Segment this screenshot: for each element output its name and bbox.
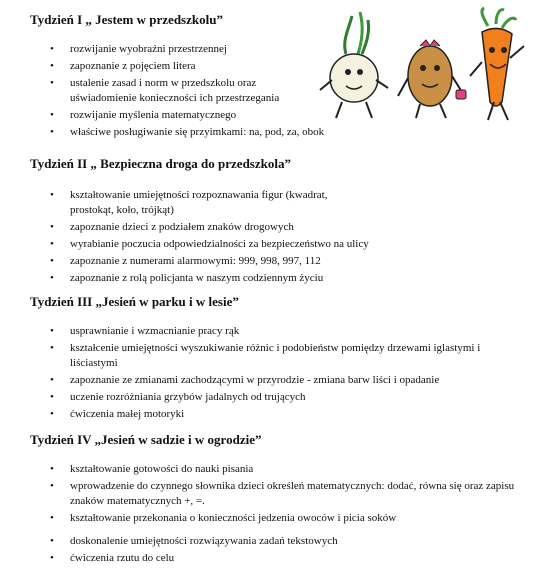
list-item: • zapoznanie ze zmianami zachodzącymi w przyrodzie - zmiana barw liści i opadanie [50,373,540,388]
week-4-title: Tydzień IV „Jesień w sadzie i w ogrodzie” [30,432,262,447]
list-item: • kształtowanie gotowości do nauki pisania [50,462,540,477]
list-item: • uczenie rozróżniania grzybów jadalnych od trujących [50,390,540,405]
list-item: • kształtowanie umiejętności rozpoznawania figur (kwadrat, prostokąt, koło, trójkąt) [50,188,370,218]
list-item: • zapoznanie dzieci z podziałem znaków drogowych [50,220,540,235]
list-item: • ćwiczenia małej motoryki [50,407,540,422]
list-item: • ustalenie zasad i norm w przedszkolu oraz uświadomienie konieczności ich przestrzegania [50,76,320,106]
week-3-list [50,324,540,424]
list-item: • rozwijanie wyobraźni przestrzennej [50,42,540,57]
list-item: • rozwijanie myślenia matematycznego [50,108,540,123]
list-item: • właściwe posługiwanie się przyimkami: na, pod, za, obok [50,125,540,140]
potato-character-icon [398,40,466,118]
list-item: • usprawnianie i wzmacnianie pracy rąk [50,324,540,339]
week-4-list [50,462,540,528]
week-3-title: Tydzień III „Jesień w parku i w lesie” [30,294,239,309]
list-item: • kształtowanie przekonania o konieczności jedzenia owoców i picia soków [50,511,540,526]
onion-character-icon [320,12,388,118]
week-1-title: Tydzień I „ Jestem w przedszkolu” [30,12,223,27]
cartoon-vegetables-illustration [312,6,540,124]
list-item: • zapoznanie z numerami alarmowymi: 999, 998, 997, 112 [50,254,540,269]
week-4-list-continued [50,534,540,568]
list-item: • kształcenie umiejętności wyszukiwanie różnic i podobieństw pomiędzy drzewami iglastymi i liściastymi [50,341,530,371]
list-item: • zapoznanie z rolą policjanta w naszym codziennym życiu [50,271,540,286]
week-2-list [50,188,540,288]
list-item: • wprowadzenie do czynnego słownika dzieci określeń matematycznych: dodać, równa się oraz zapisu znaków matematycznych +, =. [50,479,530,509]
list-item: • ćwiczenia rzutu do celu [50,551,540,566]
carrot-character-icon [470,8,524,120]
list-item: • doskonalenie umiejętności rozwiązywania zadań tekstowych [50,534,540,549]
list-item: • wyrabianie poczucia odpowiedzialności za bezpieczeństwo na ulicy [50,237,540,252]
list-item: • zapoznanie z pojęciem litera [50,59,540,74]
week-2-title: Tydzień II „ Bezpieczna droga do przedszkola” [30,156,291,171]
